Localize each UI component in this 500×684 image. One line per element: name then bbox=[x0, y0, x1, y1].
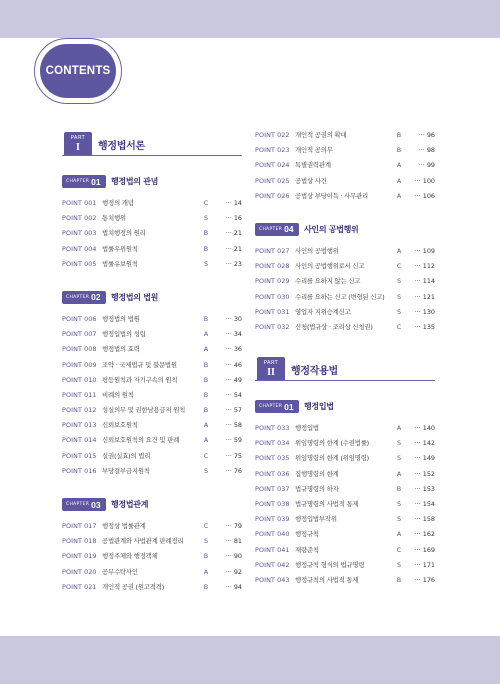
page-number: ··· 121 bbox=[414, 292, 435, 301]
page-number: ··· 142 bbox=[414, 439, 435, 448]
grade-mark: A bbox=[203, 421, 209, 430]
point-code: POINT 008 bbox=[62, 345, 97, 354]
entry-topic: 실권(실효)의 법리 bbox=[102, 451, 151, 460]
toc-entry bbox=[62, 342, 242, 357]
right-column bbox=[255, 128, 435, 588]
entry-topic: 영업자 지위승계신고 bbox=[295, 307, 351, 316]
page-number: ··· 152 bbox=[414, 469, 435, 478]
point-code: POINT 013 bbox=[62, 421, 97, 430]
toc-entry bbox=[62, 242, 242, 257]
part-label: PART bbox=[70, 135, 86, 141]
toc-entry bbox=[255, 189, 435, 204]
grade-mark: S bbox=[396, 307, 402, 316]
top-band bbox=[0, 0, 500, 38]
page-number: ··· 112 bbox=[414, 262, 435, 271]
grade-mark: B bbox=[203, 552, 209, 561]
grade-mark: A bbox=[203, 345, 209, 354]
toc-entry bbox=[62, 226, 242, 241]
chapter-label: CHAPTER bbox=[66, 179, 90, 184]
toc-entry bbox=[255, 174, 435, 189]
grade-mark: S bbox=[396, 500, 402, 508]
page-number: ··· 46 bbox=[225, 360, 242, 369]
entry-topic: 개인적 공권의 확대 bbox=[295, 131, 347, 139]
grade-mark: A bbox=[396, 246, 402, 255]
grade-mark: B bbox=[203, 244, 209, 253]
page-number: ··· 34 bbox=[225, 330, 242, 339]
page-number: ··· 100 bbox=[414, 176, 435, 185]
entry-topic: 신뢰보호원칙 bbox=[102, 421, 138, 430]
chapter-header bbox=[62, 174, 242, 190]
contents-badge bbox=[34, 38, 122, 104]
toc-entry bbox=[255, 543, 435, 558]
chapter-pill bbox=[255, 223, 299, 236]
toc-entry bbox=[62, 211, 242, 226]
chapter-title: 행정입법 bbox=[304, 402, 334, 412]
entry-topic: 수리를 요하는 신고 (변형된 신고) bbox=[295, 292, 385, 301]
point-code: POINT 042 bbox=[255, 560, 290, 569]
grade-mark: S bbox=[396, 560, 402, 569]
chapter-header bbox=[255, 222, 435, 238]
entry-topic: 사인의 공법행위 bbox=[295, 246, 339, 255]
point-code: POINT 018 bbox=[62, 537, 97, 546]
entry-topic: 법률유보원칙 bbox=[102, 259, 138, 268]
chapter-header bbox=[255, 399, 435, 415]
entry-topic: 신뢰보호원칙의 요건 및 판례 bbox=[102, 436, 180, 445]
chapter-pill bbox=[62, 175, 106, 188]
toc-entry bbox=[62, 418, 242, 433]
toc-entry bbox=[255, 467, 435, 482]
grade-mark: S bbox=[203, 537, 209, 546]
page-number: ··· 109 bbox=[414, 246, 435, 255]
toc-entry bbox=[255, 512, 435, 527]
part-header bbox=[255, 357, 435, 385]
entry-topic: 법규명령의 하자 bbox=[295, 484, 339, 493]
page-number: ··· 36 bbox=[225, 345, 242, 354]
entry-topic: 공법관계와 사법관계 판례정리 bbox=[102, 537, 184, 546]
grade-mark: C bbox=[203, 522, 209, 530]
grade-mark: A bbox=[396, 176, 402, 185]
point-code: POINT 043 bbox=[255, 575, 290, 584]
grade-mark: A bbox=[203, 567, 209, 576]
entry-list bbox=[255, 244, 435, 335]
entry-topic: 법규명령의 사법적 통제 bbox=[295, 500, 359, 508]
entry-topic: 행정입법 bbox=[295, 424, 319, 433]
grade-mark: C bbox=[396, 322, 402, 331]
badge-label: CONTENTS bbox=[40, 44, 116, 98]
grade-mark: C bbox=[203, 199, 209, 207]
toc-entry bbox=[62, 519, 242, 534]
point-code: POINT 015 bbox=[62, 451, 97, 460]
point-code: POINT 006 bbox=[62, 314, 97, 323]
toc-entry bbox=[62, 312, 242, 327]
chapter-section bbox=[255, 222, 435, 335]
entry-topic: 집행명령의 한계 bbox=[295, 469, 339, 478]
page-number: ··· 14 bbox=[225, 199, 242, 207]
point-code: POINT 023 bbox=[255, 146, 290, 155]
grade-mark: C bbox=[396, 262, 402, 271]
page-number: ··· 158 bbox=[414, 515, 435, 524]
chapter-number: 01 bbox=[91, 176, 101, 187]
point-code: POINT 030 bbox=[255, 292, 290, 301]
grade-mark: S bbox=[203, 466, 209, 475]
page-number: ··· 23 bbox=[225, 259, 242, 268]
chapter-section bbox=[255, 399, 435, 588]
entry-topic: 공법상 사건 bbox=[295, 176, 327, 185]
chapter-label: CHAPTER bbox=[259, 226, 283, 232]
chapter-pill bbox=[62, 498, 106, 511]
chapter-label: CHAPTER bbox=[66, 502, 90, 507]
chapter-title: 행정법관계 bbox=[111, 500, 149, 509]
page-number: ··· 90 bbox=[225, 552, 242, 561]
toc-entry bbox=[62, 565, 242, 580]
chapter-header bbox=[62, 290, 242, 306]
grade-mark: B bbox=[203, 360, 209, 369]
entry-topic: 성실의무 및 권한남용금지 원칙 bbox=[102, 406, 186, 415]
grade-mark: A bbox=[396, 530, 402, 539]
page-number: ··· 154 bbox=[414, 500, 435, 508]
entry-topic: 행정상 법률관계 bbox=[102, 522, 146, 530]
grade-mark: B bbox=[203, 229, 209, 238]
point-code: POINT 019 bbox=[62, 552, 97, 561]
toc-entry bbox=[255, 421, 435, 436]
point-code: POINT 020 bbox=[62, 567, 97, 576]
toc-entry bbox=[62, 549, 242, 564]
page-number: ··· 96 bbox=[418, 131, 435, 139]
chapter-number: 03 bbox=[91, 499, 101, 510]
toc-entry bbox=[62, 327, 242, 342]
toc-entry bbox=[255, 244, 435, 259]
grade-mark: A bbox=[396, 424, 402, 433]
point-code: POINT 022 bbox=[255, 131, 290, 139]
part-label: PART bbox=[263, 360, 279, 367]
page-number: ··· 59 bbox=[225, 436, 242, 445]
point-code: POINT 026 bbox=[255, 191, 290, 200]
grade-mark: B bbox=[203, 314, 209, 323]
entry-topic: 행정입법부작위 bbox=[295, 515, 337, 524]
entry-list bbox=[62, 519, 242, 595]
point-code: POINT 035 bbox=[255, 454, 290, 463]
chapter-header bbox=[62, 497, 242, 513]
page-number: ··· 57 bbox=[225, 406, 242, 415]
grade-mark: B bbox=[396, 146, 402, 155]
toc-entry bbox=[62, 449, 242, 464]
point-code: POINT 032 bbox=[255, 322, 290, 331]
entry-topic: 비례의 원칙 bbox=[102, 390, 134, 399]
point-code: POINT 034 bbox=[255, 439, 290, 448]
point-code: POINT 024 bbox=[255, 161, 290, 170]
chapter-number: 04 bbox=[284, 224, 294, 235]
point-code: POINT 017 bbox=[62, 522, 97, 530]
entry-topic: 행정의 개념 bbox=[102, 199, 134, 207]
point-code: POINT 031 bbox=[255, 307, 290, 316]
part-box bbox=[257, 357, 285, 381]
toc-entry bbox=[255, 128, 435, 143]
entry-list bbox=[255, 128, 435, 204]
toc-entry bbox=[62, 196, 242, 211]
chapter-label: CHAPTER bbox=[66, 294, 90, 300]
chapter-title: 행정법의 법원 bbox=[111, 292, 159, 302]
page-number: ··· 16 bbox=[225, 214, 242, 223]
page-number: ··· 106 bbox=[414, 191, 435, 200]
entry-topic: 행정주체와 행정객체 bbox=[102, 552, 158, 561]
entry-topic: 공무수탁사인 bbox=[102, 567, 138, 576]
entry-topic: 사인의 공법행위로서 신고 bbox=[295, 262, 365, 271]
point-code: POINT 037 bbox=[255, 484, 290, 493]
page-number: ··· 79 bbox=[225, 522, 242, 530]
entry-topic: 신청(법규상 · 조리상 신청권) bbox=[295, 322, 373, 331]
toc-entry bbox=[255, 482, 435, 497]
point-code: POINT 007 bbox=[62, 330, 97, 339]
toc-entry bbox=[62, 358, 242, 373]
toc-entry bbox=[255, 158, 435, 173]
entry-topic: 개인적 공권 (원고적격) bbox=[102, 582, 165, 591]
point-code: POINT 038 bbox=[255, 500, 290, 508]
part-title: 행정법서론 bbox=[98, 141, 145, 152]
page-number: ··· 76 bbox=[225, 466, 242, 475]
entry-topic: 평등원칙과 자기구속의 원칙 bbox=[102, 375, 178, 384]
point-code: POINT 001 bbox=[62, 199, 97, 207]
entry-topic: 개인적 공의무 bbox=[295, 146, 333, 155]
entry-topic: 특별권력관계 bbox=[295, 161, 331, 170]
grade-mark: S bbox=[203, 259, 209, 268]
chapter-section bbox=[62, 290, 242, 479]
grade-mark: S bbox=[396, 439, 402, 448]
part-box bbox=[64, 132, 92, 156]
part-rule bbox=[255, 380, 435, 381]
toc-entry bbox=[255, 259, 435, 274]
entry-topic: 법치행정의 원리 bbox=[102, 229, 146, 238]
toc-entry bbox=[255, 290, 435, 305]
grade-mark: B bbox=[203, 375, 209, 384]
page-number: ··· 54 bbox=[225, 390, 242, 399]
toc-entry bbox=[255, 274, 435, 289]
grade-mark: A bbox=[396, 161, 402, 170]
grade-mark: B bbox=[396, 484, 402, 493]
point-code: POINT 011 bbox=[62, 390, 97, 399]
toc-entry bbox=[62, 433, 242, 448]
point-code: POINT 005 bbox=[62, 259, 97, 268]
point-code: POINT 036 bbox=[255, 469, 290, 478]
grade-mark: C bbox=[396, 545, 402, 554]
page-number: ··· 94 bbox=[225, 582, 242, 591]
page-number: ··· 98 bbox=[418, 146, 435, 155]
part-header bbox=[62, 132, 242, 160]
part-rule bbox=[62, 155, 242, 156]
chapter-section bbox=[62, 497, 242, 595]
entry-topic: 행정법의 효력 bbox=[102, 345, 140, 354]
entry-topic: 행정규칙 형식의 법규명령 bbox=[295, 560, 365, 569]
entry-topic: 법률우위원칙 bbox=[102, 244, 138, 253]
chapter-label: CHAPTER bbox=[259, 404, 283, 410]
entry-topic: 위임명령의 한계 (위임명령) bbox=[295, 454, 369, 463]
entry-topic: 부당결부금지원칙 bbox=[102, 466, 150, 475]
entry-list bbox=[62, 312, 242, 479]
point-code: POINT 010 bbox=[62, 375, 97, 384]
entry-topic: 조약 · 국제법규 및 불문법원 bbox=[102, 360, 177, 369]
grade-mark: B bbox=[396, 575, 402, 584]
grade-mark: S bbox=[396, 277, 402, 286]
entry-topic: 수리를 요하지 않는 신고 bbox=[295, 277, 361, 286]
entry-topic: 통치행위 bbox=[102, 214, 126, 223]
toc-entry bbox=[255, 143, 435, 158]
entry-topic: 위임명령의 한계 (수권법률) bbox=[295, 439, 369, 448]
toc-entry bbox=[62, 534, 242, 549]
page-number: ··· 169 bbox=[414, 545, 435, 554]
chapter-pill bbox=[255, 400, 299, 413]
page-number: ··· 30 bbox=[225, 314, 242, 323]
point-code: POINT 039 bbox=[255, 515, 290, 524]
toc-entry bbox=[62, 580, 242, 595]
part-number: II bbox=[267, 367, 275, 379]
point-code: POINT 009 bbox=[62, 360, 97, 369]
grade-mark: B bbox=[203, 582, 209, 591]
page-number: ··· 99 bbox=[418, 161, 435, 170]
entry-topic: 재량준칙 bbox=[295, 545, 319, 554]
entry-list bbox=[255, 421, 435, 588]
grade-mark: S bbox=[203, 214, 209, 223]
bottom-band bbox=[0, 636, 500, 684]
grade-mark: S bbox=[396, 454, 402, 463]
page-number: ··· 21 bbox=[225, 244, 242, 253]
point-code: POINT 003 bbox=[62, 229, 97, 238]
toc-entry bbox=[255, 573, 435, 588]
page-number: ··· 153 bbox=[414, 484, 435, 493]
page-number: ··· 81 bbox=[225, 537, 242, 546]
point-code: POINT 029 bbox=[255, 277, 290, 286]
page-number: ··· 21 bbox=[225, 229, 242, 238]
entry-topic: 행정법의 법원 bbox=[102, 314, 140, 323]
grade-mark: C bbox=[203, 451, 209, 460]
point-code: POINT 004 bbox=[62, 244, 97, 253]
page-number: ··· 49 bbox=[225, 375, 242, 384]
toc-entry bbox=[255, 527, 435, 542]
page-number: ··· 92 bbox=[225, 567, 242, 576]
toc-entry bbox=[62, 373, 242, 388]
page-number: ··· 176 bbox=[414, 575, 435, 584]
page-number: ··· 162 bbox=[414, 530, 435, 539]
chapter-number: 01 bbox=[284, 401, 294, 412]
point-code: POINT 014 bbox=[62, 436, 97, 445]
grade-mark: B bbox=[203, 390, 209, 399]
chapter-title: 사인의 공법행위 bbox=[304, 224, 359, 234]
page-number: ··· 171 bbox=[414, 560, 435, 569]
page-number: ··· 130 bbox=[414, 307, 435, 316]
left-column bbox=[62, 128, 242, 595]
point-code: POINT 016 bbox=[62, 466, 97, 475]
grade-mark: B bbox=[396, 131, 402, 139]
toc-entry bbox=[255, 558, 435, 573]
point-code: POINT 021 bbox=[62, 582, 97, 591]
page-number: ··· 58 bbox=[225, 421, 242, 430]
point-code: POINT 040 bbox=[255, 530, 290, 539]
point-code: POINT 027 bbox=[255, 246, 290, 255]
entry-topic: 공법상 부당이득 · 사무관리 bbox=[295, 191, 369, 200]
grade-mark: S bbox=[396, 515, 402, 524]
page-number: ··· 149 bbox=[414, 454, 435, 463]
entry-topic: 행정입법의 성립 bbox=[102, 330, 146, 339]
grade-mark: S bbox=[396, 292, 402, 301]
chapter-title: 행정법의 관념 bbox=[111, 177, 159, 186]
toc-entry bbox=[255, 436, 435, 451]
grade-mark: A bbox=[396, 191, 402, 200]
entry-topic: 행정규칙의 사법적 통제 bbox=[295, 575, 359, 584]
grade-mark: A bbox=[396, 469, 402, 478]
part-number: I bbox=[76, 142, 80, 153]
page-number: ··· 114 bbox=[414, 277, 435, 286]
toc-entry bbox=[255, 451, 435, 466]
page-number: ··· 135 bbox=[414, 322, 435, 331]
entry-topic: 행정규칙 bbox=[295, 530, 319, 539]
point-code: POINT 033 bbox=[255, 424, 290, 433]
chapter-section bbox=[62, 174, 242, 272]
grade-mark: A bbox=[203, 436, 209, 445]
chapter-pill bbox=[62, 291, 106, 304]
page-number: ··· 140 bbox=[414, 424, 435, 433]
point-code: POINT 012 bbox=[62, 406, 97, 415]
chapter-number: 02 bbox=[91, 292, 101, 303]
part-title: 행정작용법 bbox=[291, 366, 338, 378]
point-code: POINT 002 bbox=[62, 214, 97, 223]
toc-entry bbox=[255, 497, 435, 512]
point-code: POINT 025 bbox=[255, 176, 290, 185]
toc-entry bbox=[62, 403, 242, 418]
toc-entry bbox=[255, 305, 435, 320]
entry-list bbox=[62, 196, 242, 272]
toc-entry bbox=[255, 320, 435, 335]
grade-mark: A bbox=[203, 330, 209, 339]
page-number: ··· 75 bbox=[225, 451, 242, 460]
point-code: POINT 028 bbox=[255, 262, 290, 271]
grade-mark: B bbox=[203, 406, 209, 415]
point-code: POINT 041 bbox=[255, 545, 290, 554]
toc-entry bbox=[62, 388, 242, 403]
toc-entry bbox=[62, 257, 242, 272]
toc-entry bbox=[62, 464, 242, 479]
